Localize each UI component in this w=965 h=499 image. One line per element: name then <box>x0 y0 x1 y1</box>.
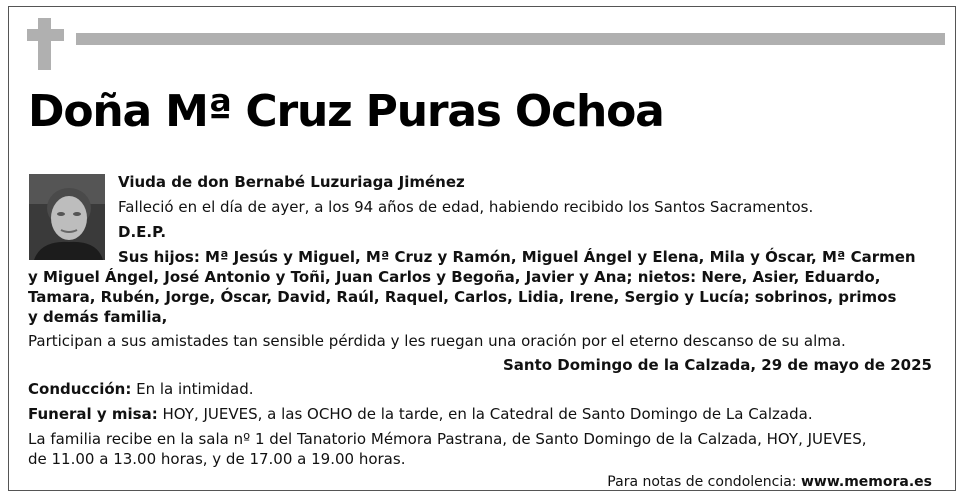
funeral-text: HOY, JUEVES, a las OCHO de la tarde, en la Catedral de Santo Domingo de La Calzada. <box>162 405 813 423</box>
funeral-label: Funeral y misa: <box>28 405 158 423</box>
deceased-photo <box>29 174 105 260</box>
place-date: Santo Domingo de la Calzada, 29 de mayo de 2025 <box>502 356 932 374</box>
conduccion-line <box>28 379 254 399</box>
condolence-site-link[interactable]: www.memora.es <box>800 474 932 490</box>
family-line-1: Sus hijos: Mª Jesús y Miguel, Mª Cruz y Ramón, Miguel Ángel y Elena, Mila y Óscar, Mª Carmen <box>118 248 916 266</box>
deceased-name: Doña Mª Cruz Puras Ochoa <box>28 86 664 137</box>
condolence-line <box>607 472 932 492</box>
widow-line: Viuda de don Bernabé Luzuriaga Jiménez <box>118 173 465 191</box>
death-line: Falleció en el día de ayer, a los 94 años de edad, habiendo recibido los Santos Sacramentos. <box>118 198 814 216</box>
conduccion-label: Conducción: <box>28 380 132 398</box>
reception-line-2: de 11.00 a 13.00 horas, y de 17.00 a 19.00 horas. <box>28 450 406 468</box>
rip-line: D.E.P. <box>118 223 167 241</box>
conduccion-text: En la intimidad. <box>136 380 254 398</box>
family-line-3: Tamara, Rubén, Jorge, Óscar, David, Raúl, Raquel, Carlos, Lidia, Irene, Sergio y Lucía; sobrinos, primos <box>28 288 897 306</box>
participation-line: Participan a sus amistades tan sensible pérdida y les ruegan una oración por el eterno descanso de su alma. <box>28 332 846 350</box>
funeral-line <box>28 404 813 424</box>
header-rule <box>76 33 945 45</box>
cross-icon-bar <box>27 29 64 41</box>
condolence-label: Para notas de condolencia: <box>607 474 797 490</box>
cross-icon <box>38 18 51 70</box>
reception-line-1: La familia recibe en la sala nº 1 del Tanatorio Mémora Pastrana, de Santo Domingo de la Calzada, HOY, JUEVES, <box>28 430 867 448</box>
family-line-2: y Miguel Ángel, José Antonio y Toñi, Juan Carlos y Begoña, Javier y Ana; nietos: Nere, Asier, Eduardo, <box>28 268 881 286</box>
family-line-4: y demás familia, <box>28 308 168 326</box>
